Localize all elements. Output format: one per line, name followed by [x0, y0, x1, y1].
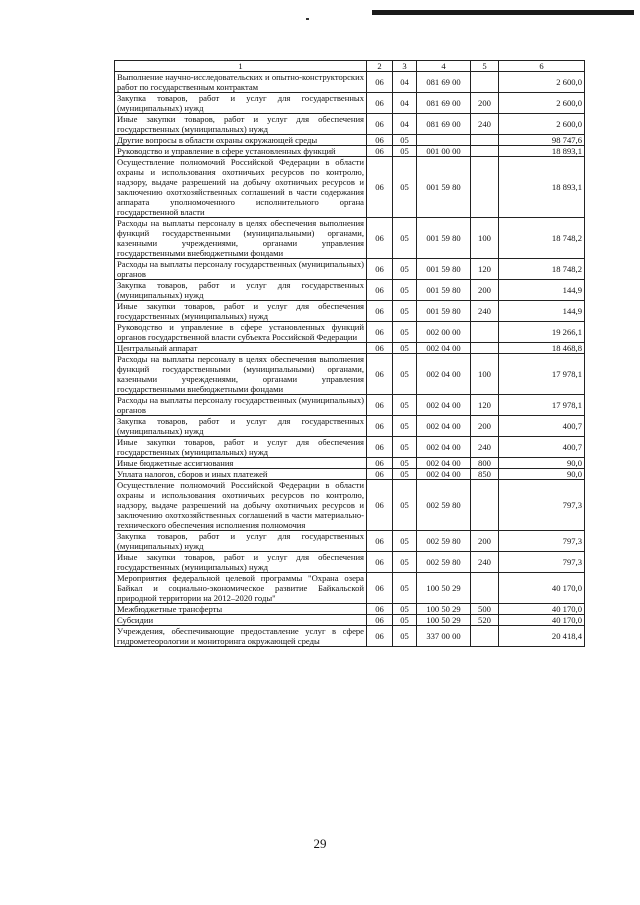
row-target-code: 002 04 00 — [417, 437, 471, 458]
row-section: 06 — [367, 458, 393, 469]
row-section: 06 — [367, 322, 393, 343]
header-row — [115, 61, 585, 72]
page-number: 29 — [313, 836, 327, 851]
row-name: Руководство и управление в сфере установленных функций органов государственной власти субъекта Российской Федерации — [115, 322, 367, 343]
row-target-code: 002 04 00 — [417, 343, 471, 354]
row-expense-type: 100 — [471, 354, 499, 395]
row-target-code: 001 59 80 — [417, 218, 471, 259]
row-target-code: 002 59 80 — [417, 480, 471, 531]
row-amount: 90,0 — [499, 469, 585, 480]
row-section: 06 — [367, 72, 393, 93]
row-name: Иные бюджетные ассигнования — [115, 458, 367, 469]
table-row — [115, 469, 585, 480]
row-section: 06 — [367, 301, 393, 322]
row-name: Расходы на выплаты персоналу государственных (муниципальных) органов — [115, 395, 367, 416]
row-expense-type — [471, 573, 499, 604]
header-cell: 5 — [471, 61, 499, 72]
row-name: Выполнение научно-исследовательских и опытно-конструкторских работ по государственным контрактам — [115, 72, 367, 93]
row-amount: 2 600,0 — [499, 114, 585, 135]
row-name: Осуществление полномочий Российской Федерации в области охраны и использования охотничьих ресурсов по контролю, надзору, выдаче разрешений на добычу охотничьих ресурсов и заключению охотхозяйственных соглашений в части содержания аппарата уполномоченного исполнительного органа государственной власти — [115, 157, 367, 218]
row-section: 06 — [367, 480, 393, 531]
table-row — [115, 135, 585, 146]
row-subsection: 04 — [393, 114, 417, 135]
row-subsection: 05 — [393, 343, 417, 354]
row-subsection: 04 — [393, 72, 417, 93]
row-target-code: 001 59 80 — [417, 280, 471, 301]
row-subsection: 05 — [393, 604, 417, 615]
row-amount: 400,7 — [499, 437, 585, 458]
row-section: 06 — [367, 395, 393, 416]
row-target-code: 081 69 00 — [417, 93, 471, 114]
row-amount: 40 170,0 — [499, 573, 585, 604]
row-expense-type — [471, 480, 499, 531]
row-name: Закупка товаров, работ и услуг для государственных (муниципальных) нужд — [115, 93, 367, 114]
row-name: Иные закупки товаров, работ и услуг для обеспечения государственных (муниципальных) нужд — [115, 301, 367, 322]
row-amount: 18 893,1 — [499, 146, 585, 157]
row-name: Закупка товаров, работ и услуг для государственных (муниципальных) нужд — [115, 416, 367, 437]
row-amount: 797,3 — [499, 531, 585, 552]
row-subsection: 05 — [393, 552, 417, 573]
table-row — [115, 259, 585, 280]
table-row — [115, 114, 585, 135]
budget-table — [114, 60, 585, 647]
table-row — [115, 531, 585, 552]
row-subsection: 05 — [393, 573, 417, 604]
row-name: Закупка товаров, работ и услуг для государственных (муниципальных) нужд — [115, 280, 367, 301]
row-subsection: 05 — [393, 626, 417, 647]
row-section: 06 — [367, 416, 393, 437]
row-expense-type: 200 — [471, 280, 499, 301]
table-row — [115, 218, 585, 259]
row-subsection: 05 — [393, 157, 417, 218]
row-amount: 144,9 — [499, 280, 585, 301]
row-amount: 2 600,0 — [499, 72, 585, 93]
table-row — [115, 280, 585, 301]
row-amount: 98 747,6 — [499, 135, 585, 146]
row-expense-type: 800 — [471, 458, 499, 469]
table-row — [115, 146, 585, 157]
row-target-code: 081 69 00 — [417, 72, 471, 93]
row-subsection: 05 — [393, 615, 417, 626]
row-name: Расходы на выплаты персоналу в целях обеспечения выполнения функций государственными (муниципальными) органами, казенными учреждениями, органами управления государственными внебюджетными фондами — [115, 354, 367, 395]
table-row — [115, 480, 585, 531]
row-expense-type: 120 — [471, 259, 499, 280]
row-target-code: 001 59 80 — [417, 157, 471, 218]
table-row — [115, 157, 585, 218]
row-subsection: 05 — [393, 354, 417, 395]
row-subsection: 05 — [393, 469, 417, 480]
row-name: Субсидии — [115, 615, 367, 626]
row-amount: 19 266,1 — [499, 322, 585, 343]
row-target-code: 337 00 00 — [417, 626, 471, 647]
row-section: 06 — [367, 469, 393, 480]
row-amount: 18 468,8 — [499, 343, 585, 354]
row-expense-type: 100 — [471, 218, 499, 259]
row-name: Мероприятия федеральной целевой программы "Охрана озера Байкал и социально-экономическое развитие Байкальской природной территории на 2012–2020 годы" — [115, 573, 367, 604]
row-amount: 20 418,4 — [499, 626, 585, 647]
table-row — [115, 626, 585, 647]
row-target-code: 001 59 80 — [417, 259, 471, 280]
table-row — [115, 552, 585, 573]
row-section: 06 — [367, 157, 393, 218]
header-cell: 6 — [499, 61, 585, 72]
row-expense-type: 500 — [471, 604, 499, 615]
row-expense-type: 240 — [471, 114, 499, 135]
table-row — [115, 573, 585, 604]
row-target-code: 081 69 00 — [417, 114, 471, 135]
row-subsection: 05 — [393, 395, 417, 416]
table-row — [115, 93, 585, 114]
row-target-code: 002 04 00 — [417, 458, 471, 469]
row-subsection: 05 — [393, 259, 417, 280]
scan-mark — [306, 18, 309, 20]
row-name: Уплата налогов, сборов и иных платежей — [115, 469, 367, 480]
row-subsection: 05 — [393, 146, 417, 157]
header-cell: 1 — [115, 61, 367, 72]
row-section: 06 — [367, 280, 393, 301]
row-subsection: 05 — [393, 135, 417, 146]
row-subsection: 05 — [393, 458, 417, 469]
row-subsection: 05 — [393, 218, 417, 259]
row-section: 06 — [367, 343, 393, 354]
row-amount: 797,3 — [499, 480, 585, 531]
row-subsection: 05 — [393, 416, 417, 437]
row-subsection: 05 — [393, 480, 417, 531]
header-cell: 2 — [367, 61, 393, 72]
row-subsection: 05 — [393, 437, 417, 458]
row-expense-type — [471, 157, 499, 218]
row-expense-type — [471, 72, 499, 93]
row-target-code: 001 59 80 — [417, 301, 471, 322]
row-subsection: 05 — [393, 531, 417, 552]
row-expense-type — [471, 135, 499, 146]
row-name: Учреждения, обеспечивающие предоставление услуг в сфере гидрометеорологии и мониторинга окружающей среды — [115, 626, 367, 647]
table-row — [115, 416, 585, 437]
table-row — [115, 301, 585, 322]
row-amount: 400,7 — [499, 416, 585, 437]
row-name: Руководство и управление в сфере установленных функций — [115, 146, 367, 157]
row-expense-type — [471, 322, 499, 343]
row-section: 06 — [367, 552, 393, 573]
row-name: Закупка товаров, работ и услуг для государственных (муниципальных) нужд — [115, 531, 367, 552]
row-amount: 40 170,0 — [499, 604, 585, 615]
row-amount: 40 170,0 — [499, 615, 585, 626]
row-section: 06 — [367, 146, 393, 157]
row-amount: 17 978,1 — [499, 395, 585, 416]
row-section: 06 — [367, 114, 393, 135]
row-name: Осуществление полномочий Российской Федерации в области охраны и использования охотничьих ресурсов по контролю, надзору, выдаче разрешений на добычу охотничьих ресурсов и заключению охотхозяйственных соглашений в части материально-технического обеспечения исполнения полномочия — [115, 480, 367, 531]
row-name: Другие вопросы в области охраны окружающей среды — [115, 135, 367, 146]
row-target-code: 002 04 00 — [417, 469, 471, 480]
row-target-code: 002 04 00 — [417, 395, 471, 416]
table-row — [115, 458, 585, 469]
row-name: Иные закупки товаров, работ и услуг для обеспечения государственных (муниципальных) нужд — [115, 114, 367, 135]
row-section: 06 — [367, 93, 393, 114]
row-subsection: 05 — [393, 301, 417, 322]
row-expense-type: 240 — [471, 437, 499, 458]
row-target-code: 100 50 29 — [417, 604, 471, 615]
row-expense-type: 200 — [471, 416, 499, 437]
row-target-code: 002 04 00 — [417, 354, 471, 395]
row-section: 06 — [367, 437, 393, 458]
table-row — [115, 604, 585, 615]
row-section: 06 — [367, 354, 393, 395]
row-target-code: 002 59 80 — [417, 552, 471, 573]
row-amount: 90,0 — [499, 458, 585, 469]
row-name: Расходы на выплаты персоналу государственных (муниципальных) органов — [115, 259, 367, 280]
row-amount: 17 978,1 — [499, 354, 585, 395]
row-subsection: 04 — [393, 93, 417, 114]
row-section: 06 — [367, 259, 393, 280]
row-expense-type — [471, 626, 499, 647]
row-section: 06 — [367, 135, 393, 146]
table-row — [115, 395, 585, 416]
row-target-code: 001 00 00 — [417, 146, 471, 157]
row-target-code: 002 04 00 — [417, 416, 471, 437]
header-cell: 4 — [417, 61, 471, 72]
row-expense-type: 240 — [471, 552, 499, 573]
row-expense-type: 200 — [471, 93, 499, 114]
row-amount: 144,9 — [499, 301, 585, 322]
table-row — [115, 354, 585, 395]
row-expense-type: 200 — [471, 531, 499, 552]
row-section: 06 — [367, 626, 393, 647]
row-expense-type — [471, 146, 499, 157]
row-name: Расходы на выплаты персоналу в целях обеспечения выполнения функций государственными (муниципальными) органами, казенными учреждениями, органами управления государственными внебюджетными фондами — [115, 218, 367, 259]
row-target-code: 100 50 29 — [417, 573, 471, 604]
row-expense-type: 120 — [471, 395, 499, 416]
row-section: 06 — [367, 615, 393, 626]
header-cell: 3 — [393, 61, 417, 72]
row-amount: 18 748,2 — [499, 259, 585, 280]
row-section: 06 — [367, 604, 393, 615]
row-section: 06 — [367, 531, 393, 552]
row-target-code: 002 59 80 — [417, 531, 471, 552]
row-target-code: 100 50 29 — [417, 615, 471, 626]
row-section: 06 — [367, 218, 393, 259]
row-expense-type: 240 — [471, 301, 499, 322]
top-rule — [372, 10, 634, 15]
row-name: Иные закупки товаров, работ и услуг для обеспечения государственных (муниципальных) нужд — [115, 552, 367, 573]
row-subsection: 05 — [393, 280, 417, 301]
table-row — [115, 343, 585, 354]
row-amount: 18 893,1 — [499, 157, 585, 218]
table-row — [115, 615, 585, 626]
row-expense-type: 520 — [471, 615, 499, 626]
row-target-code — [417, 135, 471, 146]
row-name: Центральный аппарат — [115, 343, 367, 354]
row-amount: 18 748,2 — [499, 218, 585, 259]
row-subsection: 05 — [393, 322, 417, 343]
row-name: Межбюджетные трансферты — [115, 604, 367, 615]
row-section: 06 — [367, 573, 393, 604]
table-row — [115, 322, 585, 343]
row-amount: 797,3 — [499, 552, 585, 573]
row-amount: 2 600,0 — [499, 93, 585, 114]
row-name: Иные закупки товаров, работ и услуг для обеспечения государственных (муниципальных) нужд — [115, 437, 367, 458]
row-expense-type: 850 — [471, 469, 499, 480]
table-row — [115, 72, 585, 93]
table-row — [115, 437, 585, 458]
row-target-code: 002 00 00 — [417, 322, 471, 343]
row-expense-type — [471, 343, 499, 354]
